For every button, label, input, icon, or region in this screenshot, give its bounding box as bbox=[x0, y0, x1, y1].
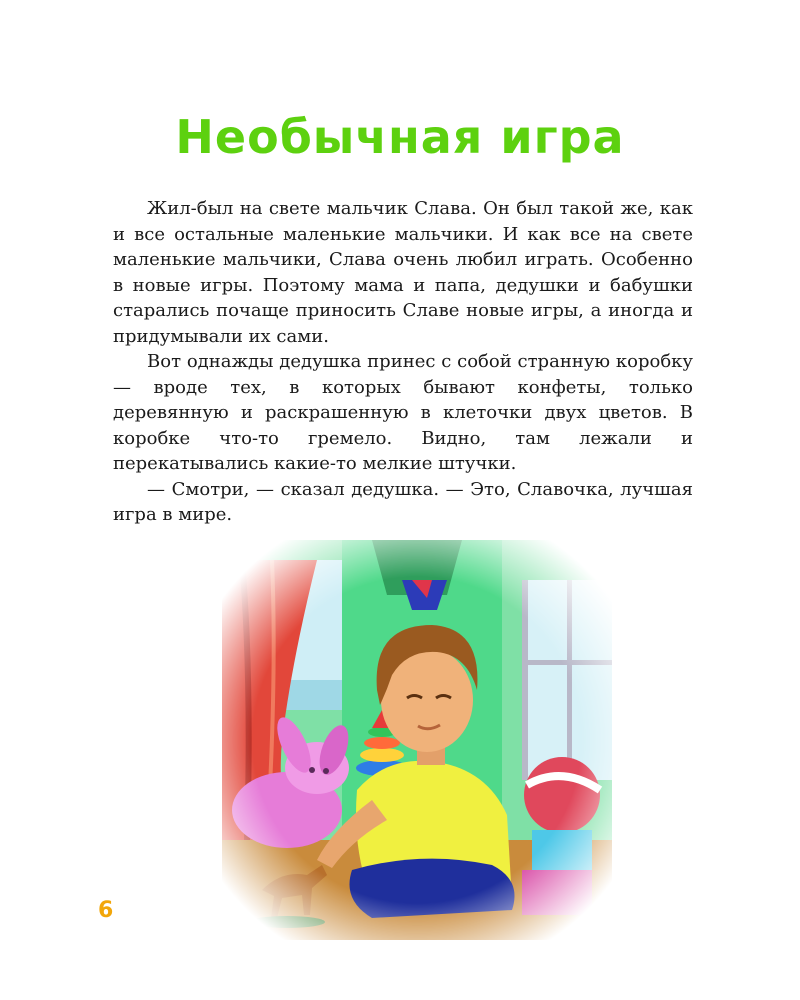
story-text bbox=[113, 196, 693, 528]
paragraph-2: Вот однажды дедушка принес с собой странную коробку — вроде тех, в которых бывают конфеты, только деревянную и раскрашенную в клеточки двух цветов. В коробке что-то гремело. Видно, там лежали и перекатывались какие-то мелкие штучки. bbox=[113, 351, 693, 474]
toy-cube-pink bbox=[522, 870, 592, 915]
toy-cube-blue bbox=[532, 830, 592, 875]
paragraph-1: Жил-был на свете мальчик Слава. Он был такой же, как и все остальные маленькие мальчики. И как все на свете маленькие мальчики, Слава очень любил играть. Особенно в новые игры. Поэтому мама и папа, дедушки и бабушки старались почаще приносить Славе новые игры, а иногда и придумывали их сами. bbox=[113, 198, 693, 347]
page-number: 6 bbox=[98, 898, 114, 923]
boy-pants bbox=[350, 859, 515, 918]
toy-ball bbox=[524, 757, 600, 833]
paragraph-3: — Смотри, — сказал дедушка. — Это, Славочка, лучшая игра в мире. bbox=[113, 478, 693, 525]
boy-playing-illustration bbox=[222, 540, 612, 940]
page-title: Необычная игра bbox=[175, 110, 625, 164]
